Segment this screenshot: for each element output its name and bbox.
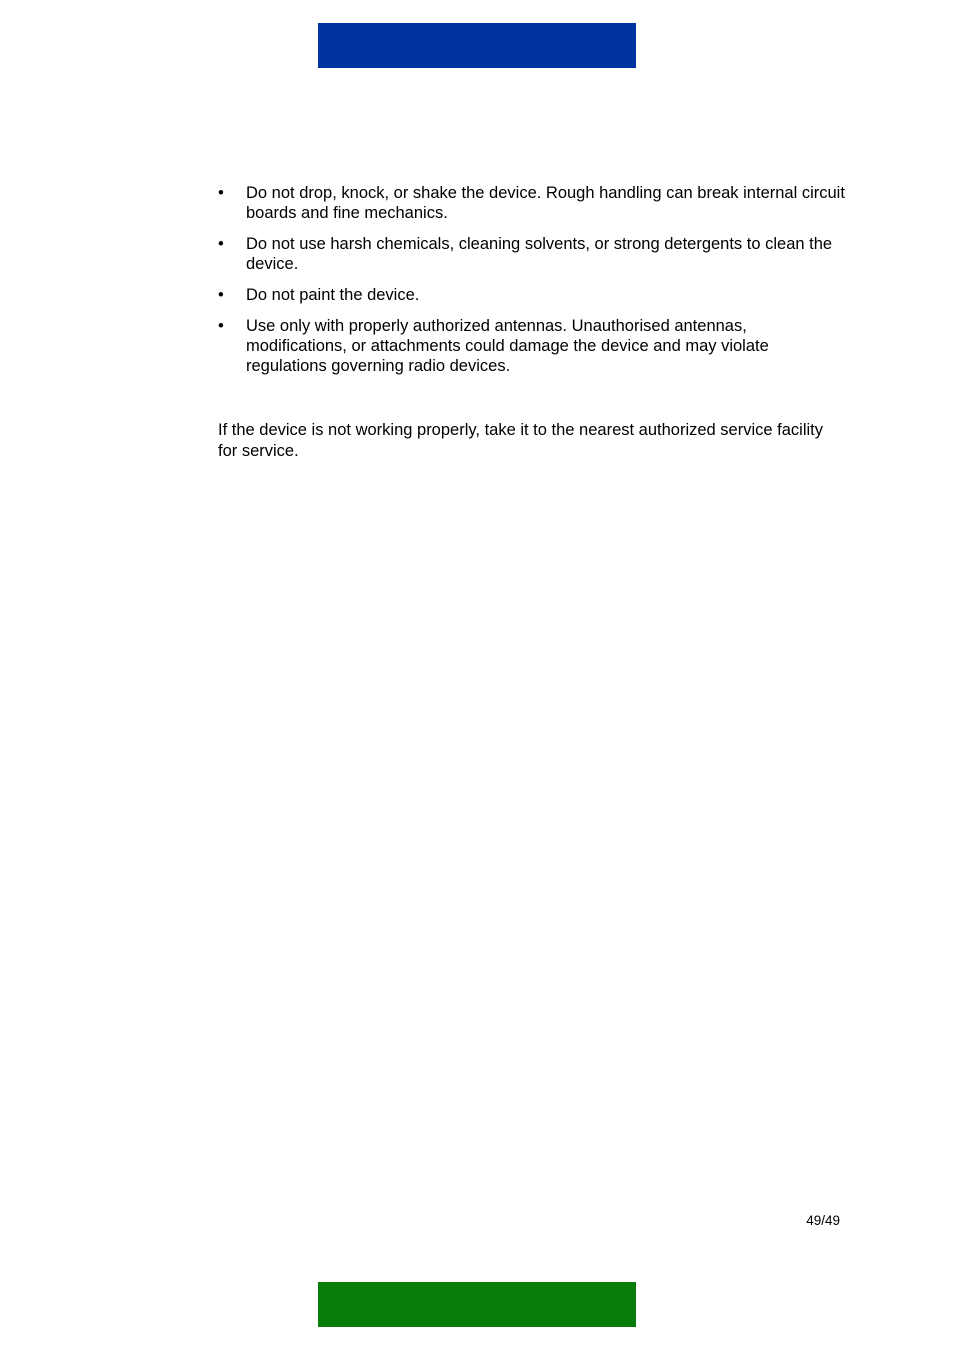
list-item-text: Use only with properly authorized antennas. Unauthorised antennas, modifications, or attachments could damage the device and may violate regulations governing radio devices. [246, 317, 769, 375]
bullet-icon: • [218, 286, 224, 304]
bullet-icon: • [218, 184, 224, 202]
list-item [218, 316, 848, 376]
page-number: 49/49 [806, 1213, 840, 1228]
list-item-text: Do not use harsh chemicals, cleaning solvents, or strong detergents to clean the device. [246, 235, 833, 273]
list-item [218, 234, 848, 274]
list-item [218, 183, 848, 223]
bullet-icon: • [218, 235, 224, 253]
header-color-bar [318, 23, 636, 68]
list-item-text: Do not drop, knock, or shake the device. Rough handling can break internal circuit boards and fine mechanics. [246, 184, 845, 222]
list-item-text: Do not paint the device. [246, 286, 420, 304]
service-paragraph: If the device is not working properly, take it to the nearest authorized service facility for service. [218, 421, 823, 460]
bullet-icon: • [218, 317, 224, 335]
care-instructions-list [218, 183, 848, 387]
footer-color-bar [318, 1282, 636, 1327]
list-item [218, 285, 848, 305]
